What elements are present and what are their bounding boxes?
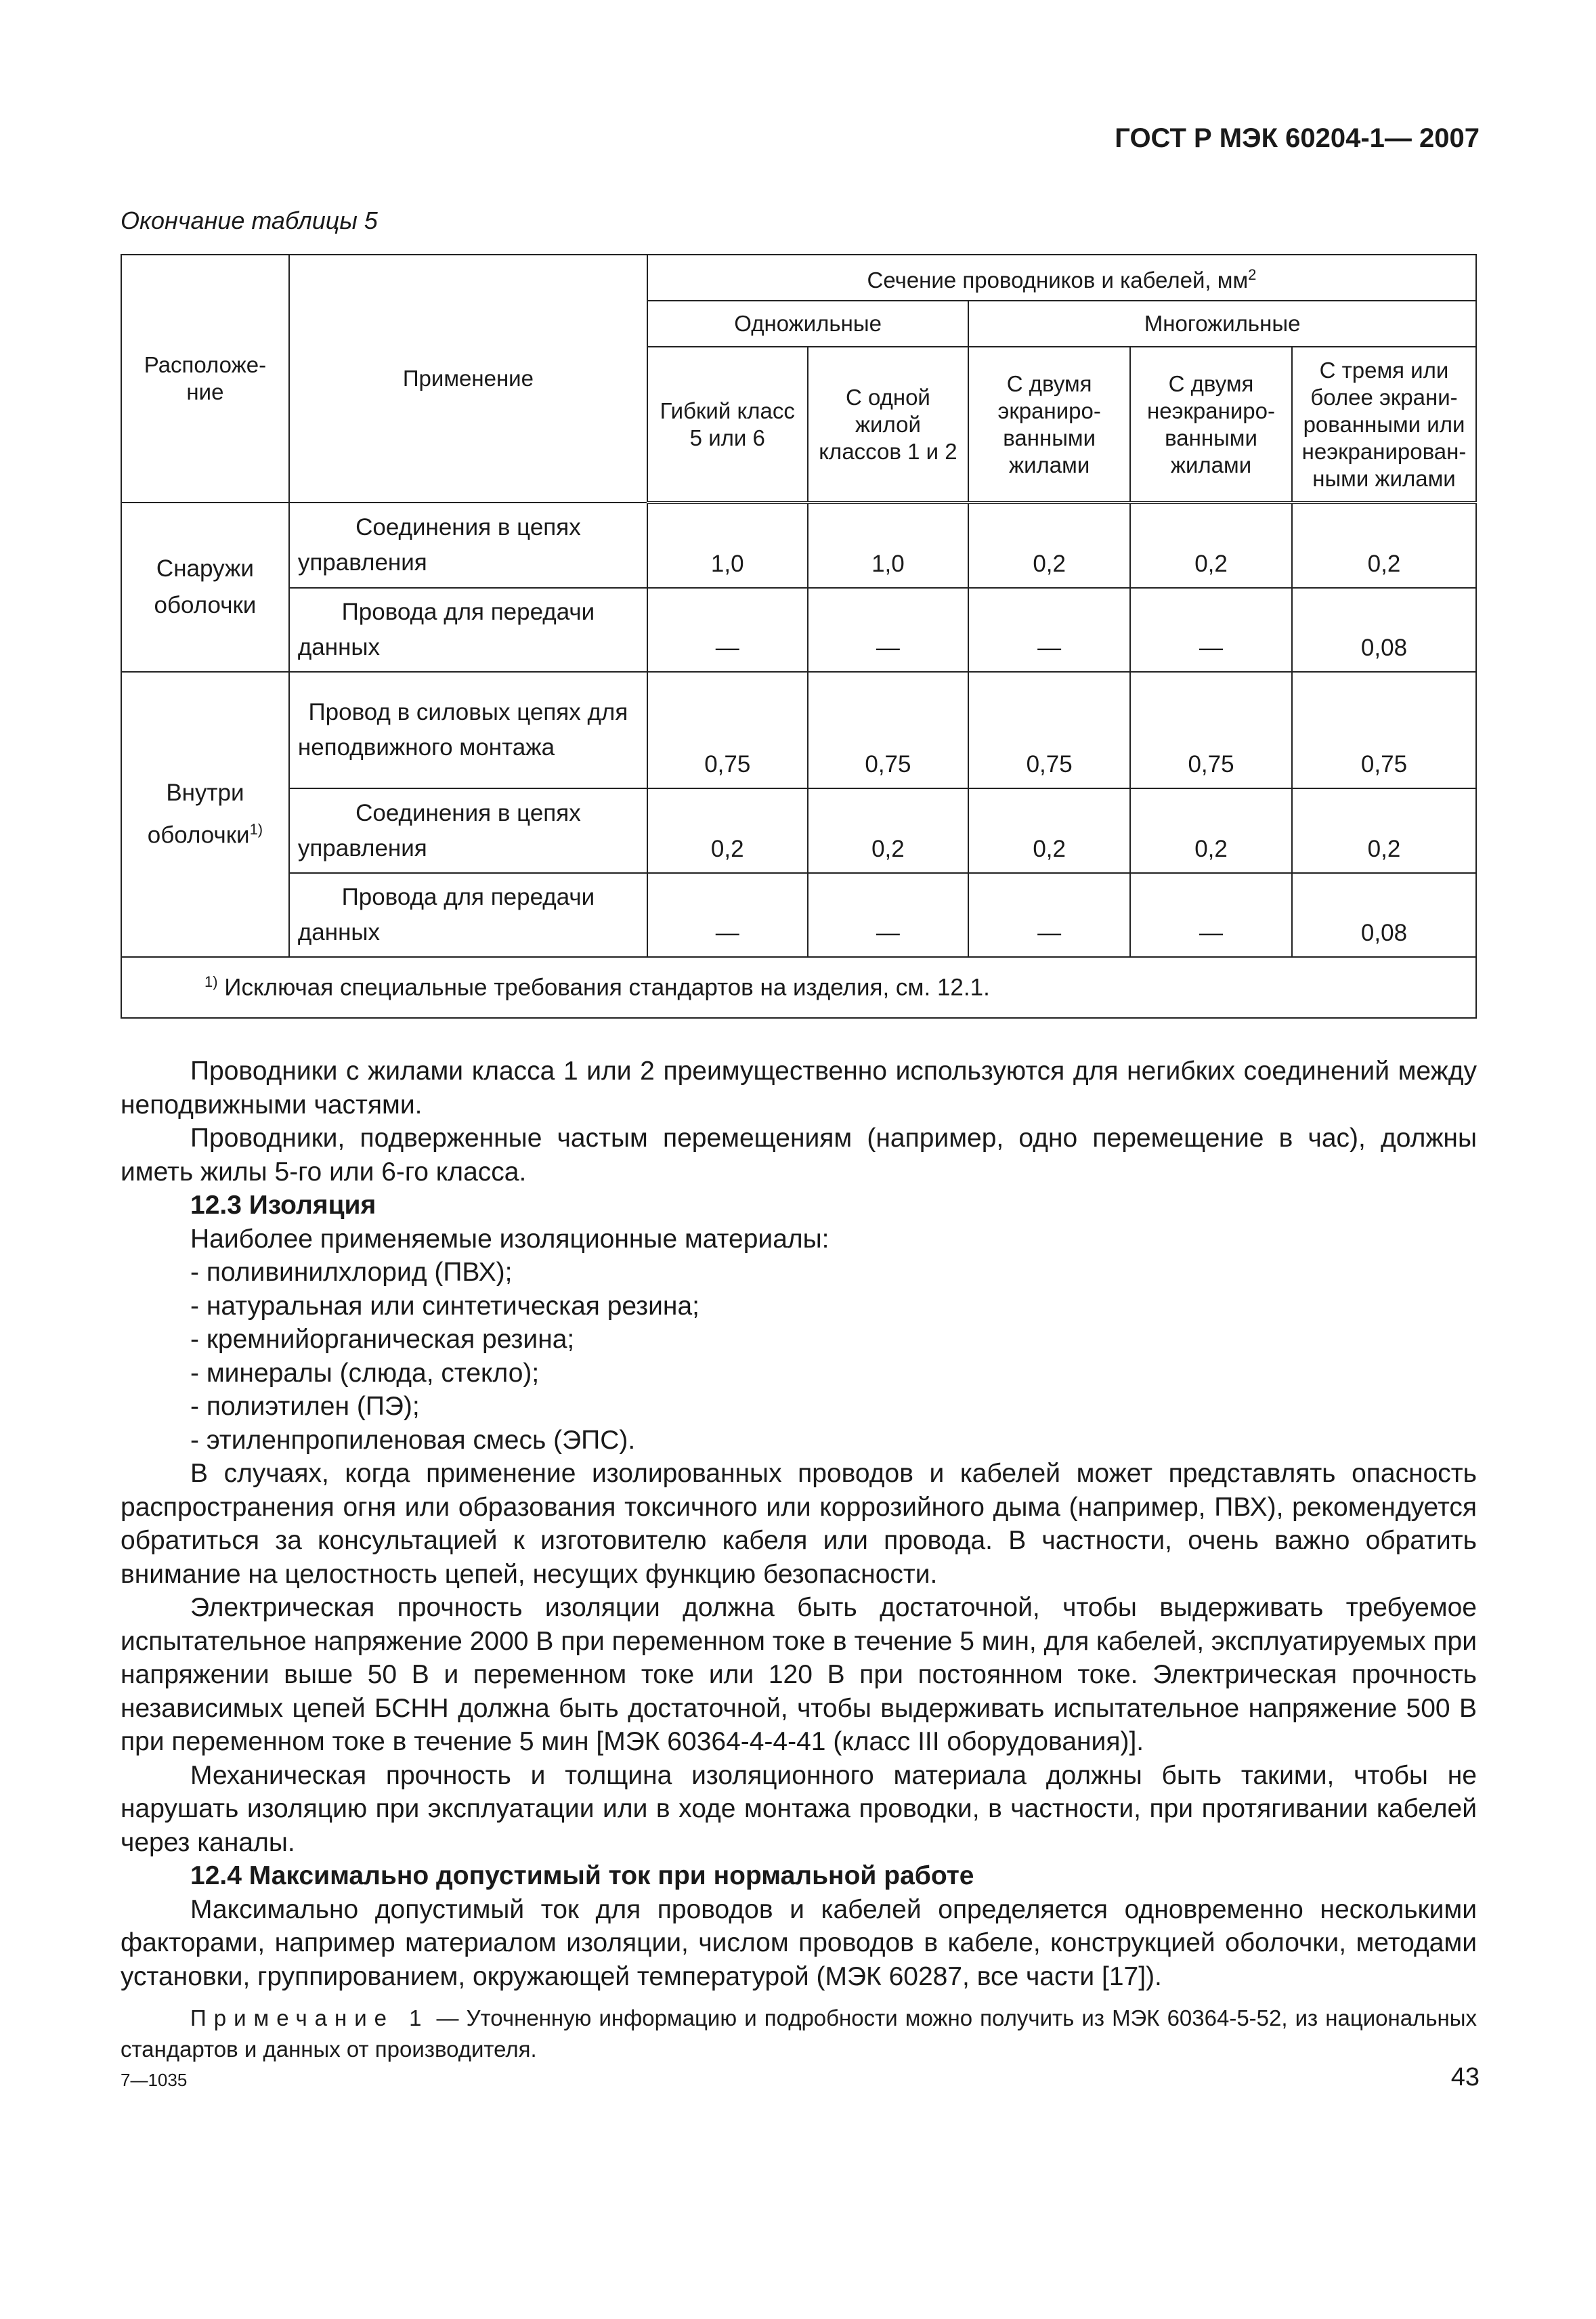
list-item: - натуральная или синтетическая резина; [190, 1291, 699, 1321]
value-cell: — [968, 873, 1130, 957]
value-cell: 0,75 [1130, 672, 1292, 788]
location-inside: Внутри оболочки$^{1)}$ [121, 672, 289, 957]
header-section: Сечение проводников и кабелей, $мм^2$ [647, 255, 1476, 301]
list-item: - этиленпропиленовая смесь (ЭПС). [190, 1425, 636, 1455]
value-cell: 0,08 [1292, 588, 1476, 672]
note-label: Примечание 1 [190, 2005, 429, 2030]
application-cell: Провода для передачи данных [289, 588, 647, 672]
paragraph: Проводники, подверженные частым перемещениям (например, одно перемещение в час), должны иметь жилы 5-го или 6-го класса. [121, 1124, 1477, 1187]
value-cell: — [647, 873, 808, 957]
value-cell: 0,2 [968, 503, 1130, 588]
location-outside: Снаружи оболочки [121, 503, 289, 672]
value-cell: 0,08 [1292, 873, 1476, 957]
value-cell: 0,2 [1292, 788, 1476, 873]
value-cell: 1,0 [808, 503, 969, 588]
value-cell: — [1130, 873, 1292, 957]
value-cell: 0,75 [1292, 672, 1476, 788]
value-cell: — [808, 873, 969, 957]
note [121, 2003, 1477, 2065]
header-application: Применение [289, 255, 647, 503]
section-heading: 12.3 Изоляция [190, 1191, 376, 1220]
table-caption: Окончание таблицы 5 [121, 207, 378, 234]
value-cell: 0,2 [808, 788, 969, 873]
header-sub-col: С двумя экраниро-ванными жилами [968, 347, 1130, 503]
note-text: — Уточненную информацию и подробности можно получить из МЭК 60364-5-52, из национальных стандартов и данных от производителя. [121, 2005, 1477, 2062]
value-cell: 0,2 [1130, 788, 1292, 873]
table-row [121, 503, 1476, 588]
header-sub-col: С одной жилой классов 1 и 2 [808, 347, 969, 503]
table-row [121, 588, 1476, 672]
footer-code: 7—1035 [121, 2070, 188, 2090]
list-item: - полиэтилен (ПЭ); [190, 1392, 420, 1421]
value-cell: 1,0 [647, 503, 808, 588]
header-single-core: Одножильные [647, 301, 968, 347]
header-multi-core: Многожильные [968, 301, 1476, 347]
header-location: Расположе-ние [121, 255, 289, 503]
body-text [121, 1055, 1477, 2065]
paragraph: В случаях, когда применение изолированных проводов и кабелей может представлять опасность распространения огня или образования токсичного или коррозийного дыма (например, ПВХ), рекомендуется обратиться за консультацией к изготовителю кабеля или провода. В частности, очень важно обратить внимание на целостность цепей, несущих функцию безопасности. [121, 1459, 1477, 1589]
value-cell: 0,75 [808, 672, 969, 788]
value-cell: 0,2 [1130, 503, 1292, 588]
paragraph: Механическая прочность и толщина изоляционного материала должны быть такими, чтобы не нарушать изоляцию при эксплуатации или в ходе монтажа проводки, в частности, при протягивании кабелей через каналы. [121, 1760, 1477, 1857]
application-cell: Провод в силовых цепях для неподвижного монтажа [289, 672, 647, 788]
list-item: - кремнийорганическая резина; [190, 1325, 575, 1354]
value-cell: 0,2 [1292, 503, 1476, 588]
application-cell: Соединения в цепях управления [289, 503, 647, 588]
section-heading: 12.4 Максимально допустимый ток при нормальной работе [190, 1861, 974, 1890]
page-number: 43 [1450, 2063, 1480, 2091]
value-cell: — [808, 588, 969, 672]
list-item: - поливинилхлорид (ПВХ); [190, 1258, 513, 1287]
table-footnote: $^{1)}$ Исключая специальные требования стандартов на изделия, см. 12.1. [121, 957, 1476, 1018]
table-5 [121, 254, 1477, 1019]
paragraph: Максимально допустимый ток для проводов и кабелей определяется одновременно несколькими факторами, например материалом изоляции, числом проводов в кабеле, конструкцией оболочки, методами установки, группированием, окружающей температурой (МЭК 60287, все части [17]). [121, 1894, 1477, 1991]
header-sub-col: Гибкий класс 5 или 6 [647, 347, 808, 503]
table-row [121, 873, 1476, 957]
paragraph: Электрическая прочность изоляции должна быть достаточной, чтобы выдерживать требуемое испытательное напряжение 2000 В при переменном токе в течение 5 мин, для кабелей, эксплуатируемых при напряжении выше 50 В и переменном токе или 120 В при постоянном токе. Электрическая прочность независимых цепей БСНН должна быть достаточной, чтобы выдерживать испытательное напряжение 500 В при переменном токе в течение 5 мин [МЭК 60364-4-4-41 (класс III оборудования)]. [121, 1593, 1477, 1756]
paragraph: Наиболее применяемые изоляционные материалы: [190, 1224, 829, 1254]
table-row [121, 672, 1476, 788]
application-cell: Провода для передачи данных [289, 873, 647, 957]
value-cell: — [647, 588, 808, 672]
document-header: ГОСТ Р МЭК 60204-1— 2007 [1115, 123, 1480, 153]
value-cell: 0,2 [968, 788, 1130, 873]
paragraph: Проводники с жилами класса 1 или 2 преимущественно используются для негибких соединений между неподвижными частями. [121, 1057, 1477, 1120]
application-cell: Соединения в цепях управления [289, 788, 647, 873]
value-cell: — [1130, 588, 1292, 672]
header-sub-col: С двумя неэкраниро-ванными жилами [1130, 347, 1292, 503]
value-cell: 0,75 [968, 672, 1130, 788]
list-item: - минералы (слюда, стекло); [190, 1358, 540, 1388]
header-sub-col: С тремя или более экрани-рованными или неэкранирован-ными жилами [1292, 347, 1476, 503]
value-cell: 0,75 [647, 672, 808, 788]
value-cell: — [968, 588, 1130, 672]
table-row [121, 788, 1476, 873]
value-cell: 0,2 [647, 788, 808, 873]
